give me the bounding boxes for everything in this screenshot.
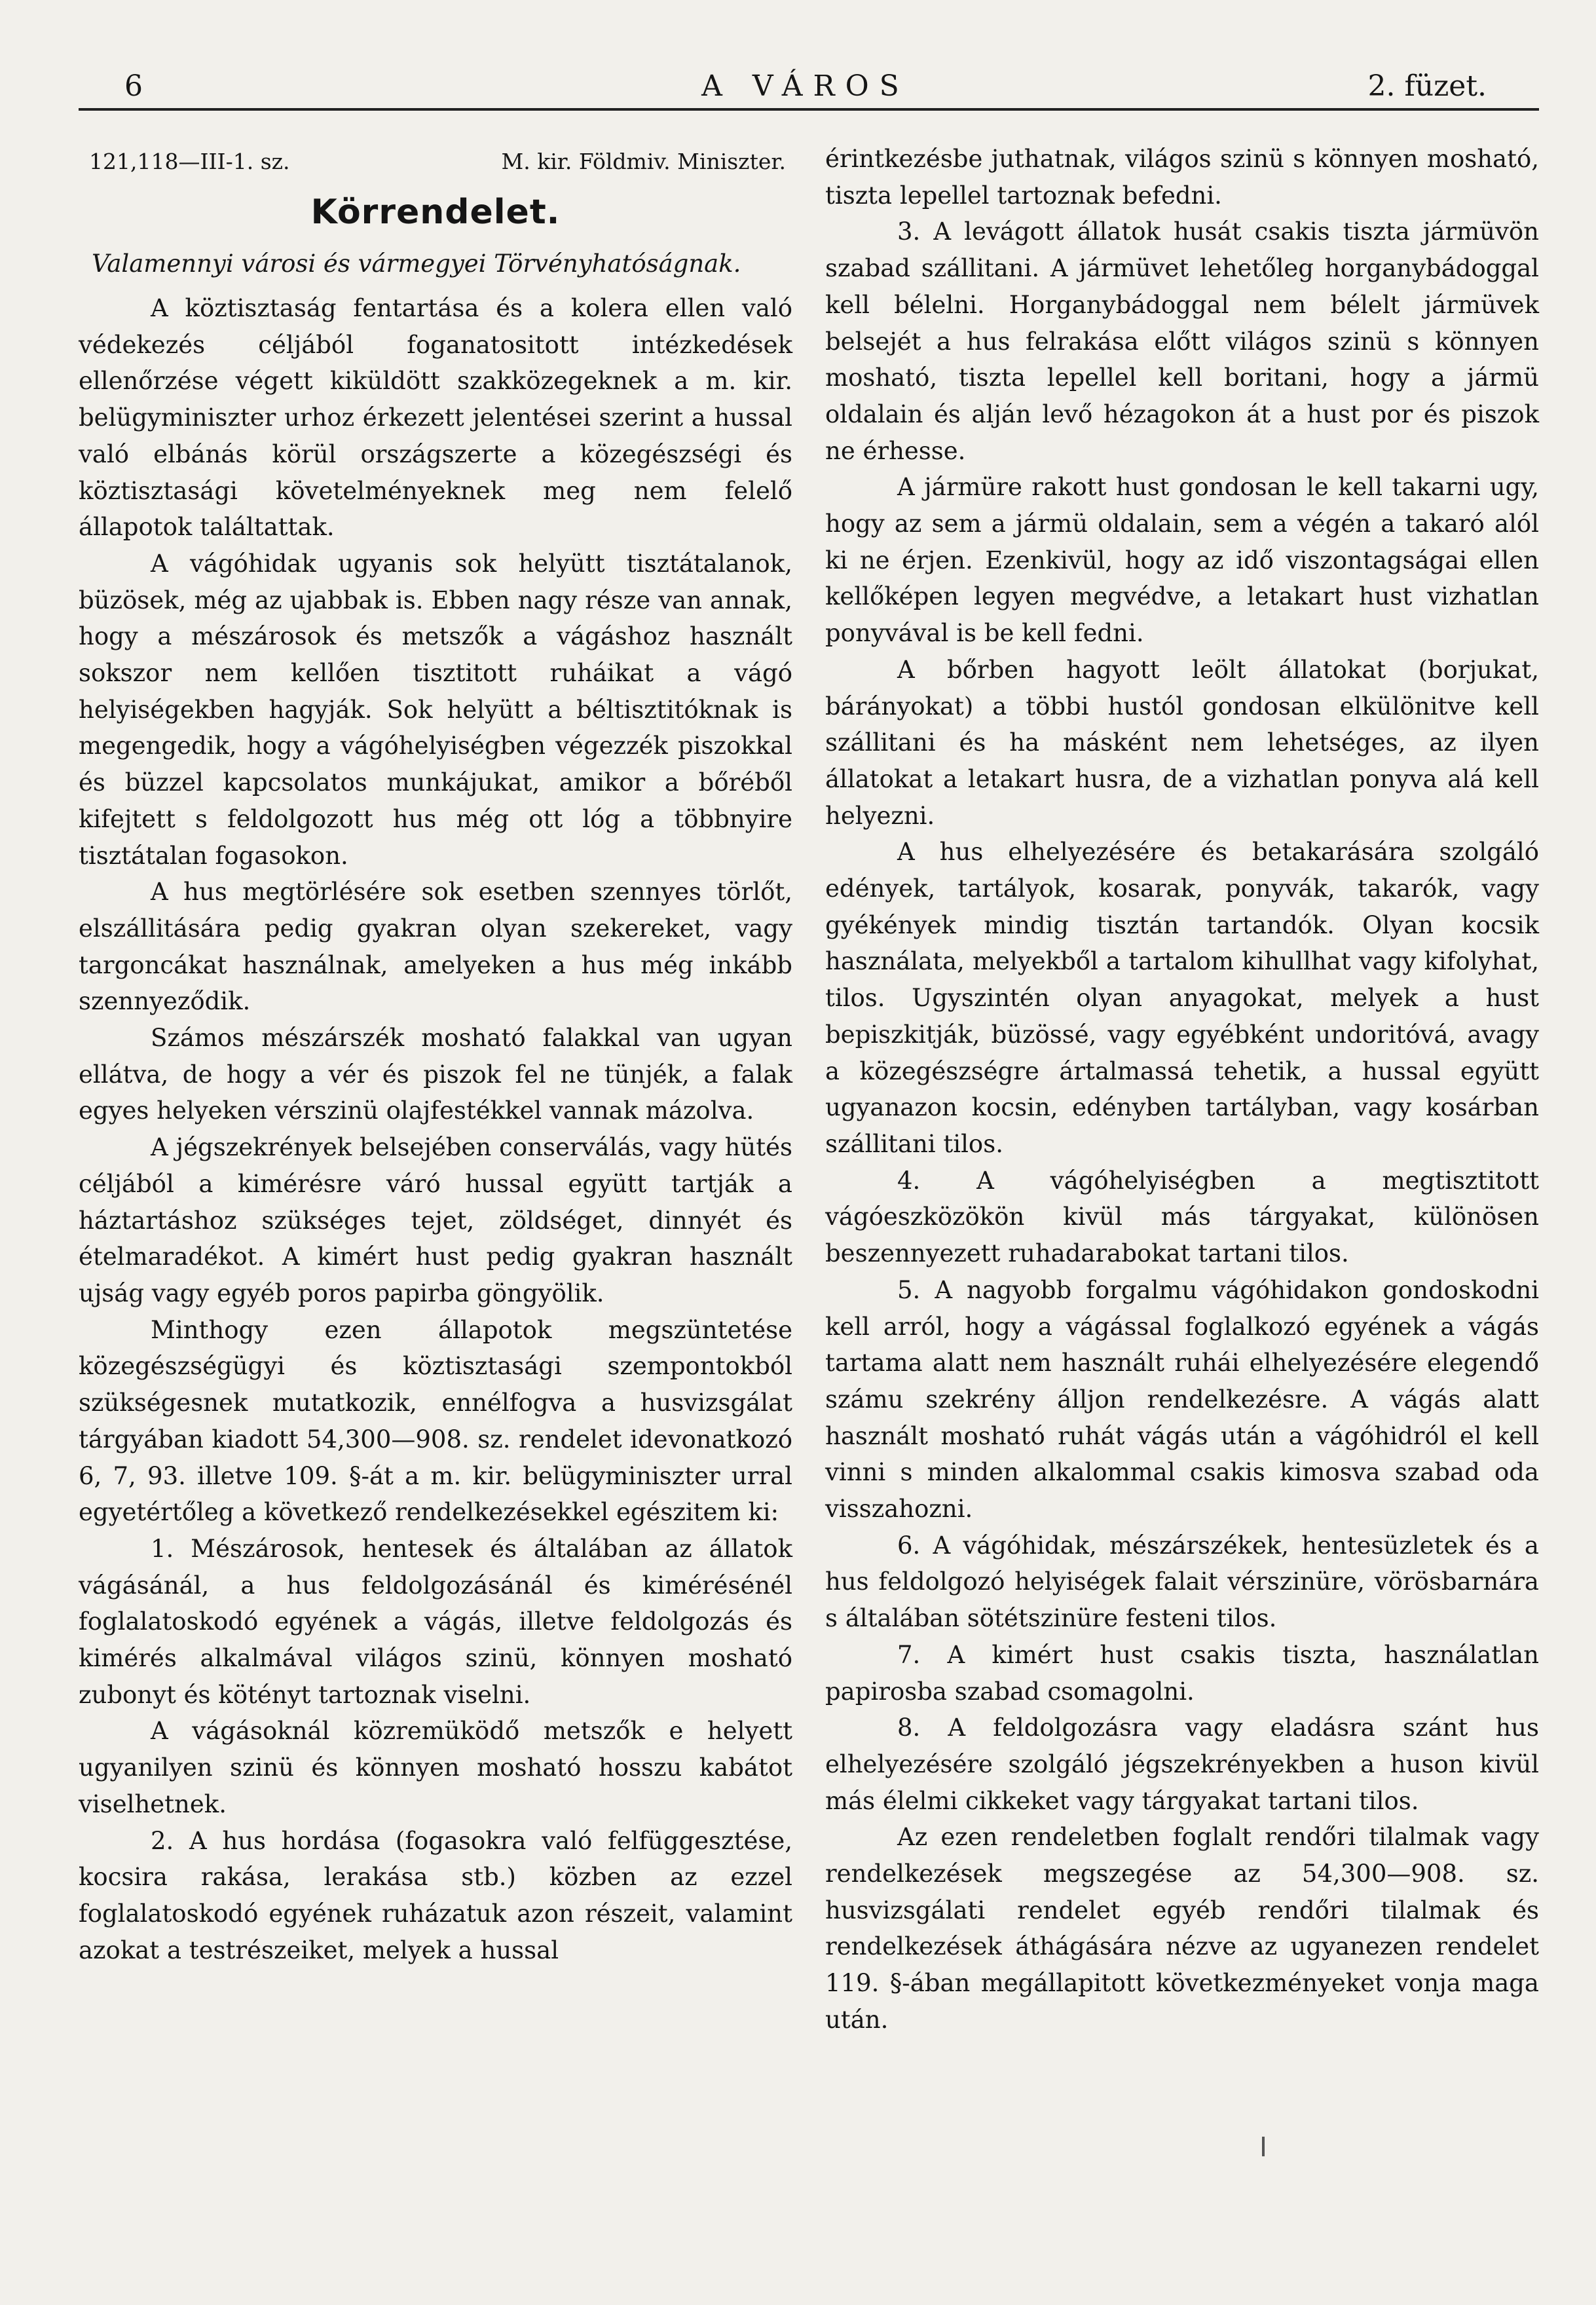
paragraph: A köztisztaság fentartása és a kolera ellen való védekezés céljából foganatositott intézkedések ellenőrzése végett kiküldött szakközegeknek a m. kir. belügyminiszter urhoz érkezett jelentései szerint a hussal való elbánás körül országszerte a közegészségi és köztisztasági követelményeknek meg nem felelő állapotok találtattak. [79, 294, 792, 542]
right-column [825, 141, 1539, 2038]
paragraph: A hus elhelyezésére és betakarására szolgáló edények, tartályok, kosarak, ponyvák, takarók, vagy gyékények mindig tisztán tartandók. Olyan kocsik használata, melyekből a tartalom kihullhat vagy kifolyhat, tilos. Ugyszintén olyan anyagokat, melyek a hust bepiszkitják, büzössé, vagy egyébként undoritóvá, avagy a közegészségre ártalmassá tehetik, a hussal együtt ugyanazon kocsin, edényben tartályban, vagy kosárban szállitani tilos. [825, 838, 1539, 1158]
paragraph: 6. A vágóhidak, mészárszékek, hentesüzletek és a hus feldolgozó helyiségek falait vérszinüre, vörösbarnára s általában sötétszinüre festeni tilos. [825, 1531, 1539, 1633]
running-header [118, 66, 1493, 113]
paragraph: 3. A levágott állatok husát csakis tiszta jármüvön szabad szállitani. A jármüvet lehetőleg horganybádoggal kell bélelni. Horganybádoggal nem bélelt jármüvek belsejét a hus felrakása előtt világos szinü s könnyen mosható, tiszta lepellel kell boritani, hogy a jármü oldalain és alján levő hézagokon át a hust por és piszok ne érhesse. [825, 217, 1539, 465]
page-number: 6 [124, 69, 143, 103]
issue-label: 2. füzet. [1367, 69, 1487, 103]
left-column [79, 141, 792, 1968]
paragraph: A hus megtörlésére sok esetben szennyes törlőt, elszállitására pedig gyakran olyan szekereket, vagy targoncákat használnak, amelyeken a hus még inkább szennyeződik. [79, 878, 792, 1016]
publication-title: A VÁROS [701, 69, 910, 103]
paragraph: 5. A nagyobb forgalmu vágóhidakon gondoskodni kell arról, hogy a vágással foglalkozó egyének a vágás tartama alatt nem használt ruhái elhelyezésére elegendő számu szekrény álljon rendelkezésre. A vágás alatt használt mosható ruhát vágás után a vágóhidról el kell vinni s minden alkalommal csakis kimosva szabad oda visszahozni. [825, 1275, 1539, 1524]
print-mark [1262, 2137, 1265, 2156]
decree-meta [79, 141, 792, 178]
paragraph: A vágásoknál közremüködő metszők e helyett ugyanilyen szinü és könnyen mosható hosszu kabátot viselhetnek. [79, 1717, 792, 1818]
paragraph: 2. A hus hordása (fogasokra való felfüggesztése, kocsira rakása, lerakása stb.) közben az ezzel foglalatoskodó egyének ruházatuk azon részeit, valamint azokat a testrészeiket, melyek a hussal [79, 1826, 792, 1964]
addressee-line: Valamennyi városi és vármegyei Törvényhatóságnak. [92, 250, 741, 278]
paragraph: 1. Mészárosok, hentesek és általában az állatok vágásánál, a hus feldolgozásánál és kimérésénél foglalatoskodó egyének a vágás, illetve feldolgozás és kimérés alkalmával világos szinü, könnyen mosható zubonyt és kötényt tartoznak viselni. [79, 1534, 792, 1709]
paragraph: 4. A vágóhelyiségben a megtisztitott vágóeszközökön kivül más tárgyakat, különösen beszennyezett ruhadarabokat tartani tilos. [825, 1166, 1539, 1268]
reference-number: 121,118—III-1. sz. [89, 149, 290, 174]
paragraph: A bőrben hagyott leölt állatokat (borjukat, bárányokat) a többi hustól gondosan elkülönitve kell szállitani és ha másként nem lehetséges, az ilyen állatokat a letakart husra, de a vizhatlan ponyva alá kell helyezni. [825, 655, 1539, 830]
paragraph: Az ezen rendeletben foglalt rendőri tilalmak vagy rendelkezések megszegése az 54,300—908. sz. husvizsgálati rendelet egyéb rendőri tilalmak és rendelkezések áthágására nézve az ugyanezen rendelet 119. §-ában megállapitott következményeket vonja maga után. [825, 1823, 1539, 2034]
paragraph: A jégszekrények belsejében conserválás, vagy hütés céljából a kimérésre váró hussal együtt tartják a háztartáshoz szükséges tejet, zöldséget, dinnyét és ételmaradékot. A kimért hust pedig gyakran használt ujság vagy egyéb poros papirba göngyölik. [79, 1133, 792, 1307]
paragraph: 7. A kimért hust csakis tiszta, használatlan papirosba szabad csomagolni. [825, 1640, 1539, 1706]
continued-paragraph: érintkezésbe juthatnak, világos szinü s könnyen mosható, tiszta lepellel tartoznak befedni. [825, 145, 1539, 210]
paragraph: Számos mészárszék mosható falakkal van ugyan ellátva, de hogy a vér és piszok fel ne tünjék, a falak egyes helyeken vérszinü olajfestékkel vannak mázolva. [79, 1024, 792, 1125]
decree-heading: Körrendelet. [310, 193, 561, 232]
paragraph: 8. A feldolgozásra vagy eladásra szánt hus elhelyezésére szolgáló jégszekrényekben a huson kivül más élelmi cikkeket vagy tárgyakat tartani tilos. [825, 1714, 1539, 1815]
paragraph: A jármüre rakott hust gondosan le kell takarni ugy, hogy az sem a jármü oldalain, sem a végén a takaró alól ki ne érjen. Ezenkivül, hogy az idő viszontagságai ellen kellőképen legyen megvédve, a letakart hust vizhatlan ponyvával is be kell fedni. [825, 473, 1539, 648]
paragraph: A vágóhidak ugyanis sok helyütt tisztátalanok, büzösek, még az ujabbak is. Ebben nagy része van annak, hogy a mészárosok és metszők a vágáshoz használt sokszor nem kellően tisztitott ruháikat a vágó helyiségekben hagyják. Sok helyütt a béltisztitóknak is megengedik, hogy a vágóhelyiségben végezzék piszokkal és büzzel kapcsolatos munkájukat, amikor a bőréből kifejtett s feldolgozott hus még ott lóg a többnyire tisztátalan fogasokon. [79, 549, 792, 870]
header-rule [79, 108, 1539, 111]
paragraph: Minthogy ezen állapotok megszüntetése közegészségügyi és köztisztasági szempontokból szükségesnek mutatkozik, ennélfogva a husvizsgálat tárgyában kiadott 54,300—908. sz. rendelet idevonatkozó 6, 7, 93. illetve 109. §-át a m. kir. belügyminiszter urral egyetértőleg a következő rendelkezésekkel egészitem ki: [79, 1315, 792, 1527]
issuing-ministry: M. kir. Földmiv. Miniszter. [501, 149, 786, 174]
